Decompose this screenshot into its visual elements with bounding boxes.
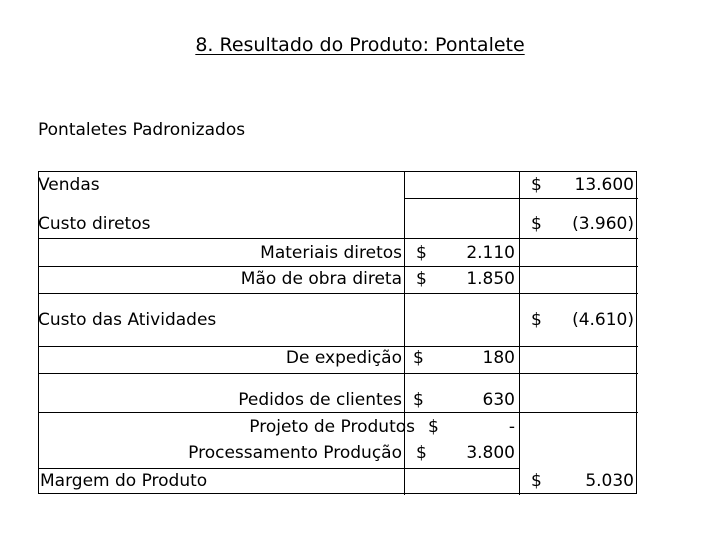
projeto-produtos-label: Projeto de Produtos xyxy=(249,417,415,437)
custo-diretos-label: Custo diretos xyxy=(38,214,151,234)
grid-line xyxy=(39,238,638,239)
mao-de-obra-label: Mão de obra direta xyxy=(240,269,402,289)
grid-line xyxy=(39,373,638,374)
grid-line xyxy=(39,293,638,294)
projeto-produtos-value: - xyxy=(508,417,515,437)
margem-value: 5.030 xyxy=(585,471,634,491)
materiais-diretos-value: 2.110 xyxy=(466,243,515,263)
custo-atividades-label: Custo das Atividades xyxy=(38,310,217,330)
grid-line xyxy=(39,468,519,469)
grid-line xyxy=(404,198,638,199)
materiais-diretos-label: Materiais diretos xyxy=(260,243,402,263)
custo-atividades-value: (4.610) xyxy=(572,310,634,330)
page-title: 8. Resultado do Produto: Pontalete xyxy=(195,34,525,56)
margem-currency: $ xyxy=(531,471,542,491)
custo-diretos-currency: $ xyxy=(531,214,542,234)
grid-line xyxy=(39,412,638,413)
vendas-label: Vendas xyxy=(38,175,100,195)
margem-label: Margem do Produto xyxy=(40,471,208,491)
pedidos-clientes-value: 630 xyxy=(482,390,515,410)
mao-de-obra-value: 1.850 xyxy=(466,269,515,289)
projeto-produtos-currency: $ xyxy=(428,417,439,437)
materiais-diretos-currency: $ xyxy=(416,243,427,263)
vendas-currency: $ xyxy=(531,175,542,195)
processamento-producao-label: Processamento Produção xyxy=(188,443,402,463)
processamento-producao-value: 3.800 xyxy=(466,443,515,463)
section-subtitle: Pontaletes Padronizados xyxy=(38,120,246,140)
mao-de-obra-currency: $ xyxy=(416,269,427,289)
vendas-value: 13.600 xyxy=(574,175,634,195)
expedicao-label: De expedição xyxy=(285,348,402,368)
expedicao-currency: $ xyxy=(413,348,424,368)
grid-line xyxy=(404,172,405,495)
expedicao-value: 180 xyxy=(482,348,515,368)
grid-line xyxy=(39,266,638,267)
custo-diretos-value: (3.960) xyxy=(572,214,634,234)
pedidos-clientes-label: Pedidos de clientes xyxy=(238,390,402,410)
grid-line xyxy=(519,172,520,495)
custo-atividades-currency: $ xyxy=(531,310,542,330)
processamento-producao-currency: $ xyxy=(416,443,427,463)
pedidos-clientes-currency: $ xyxy=(413,390,424,410)
